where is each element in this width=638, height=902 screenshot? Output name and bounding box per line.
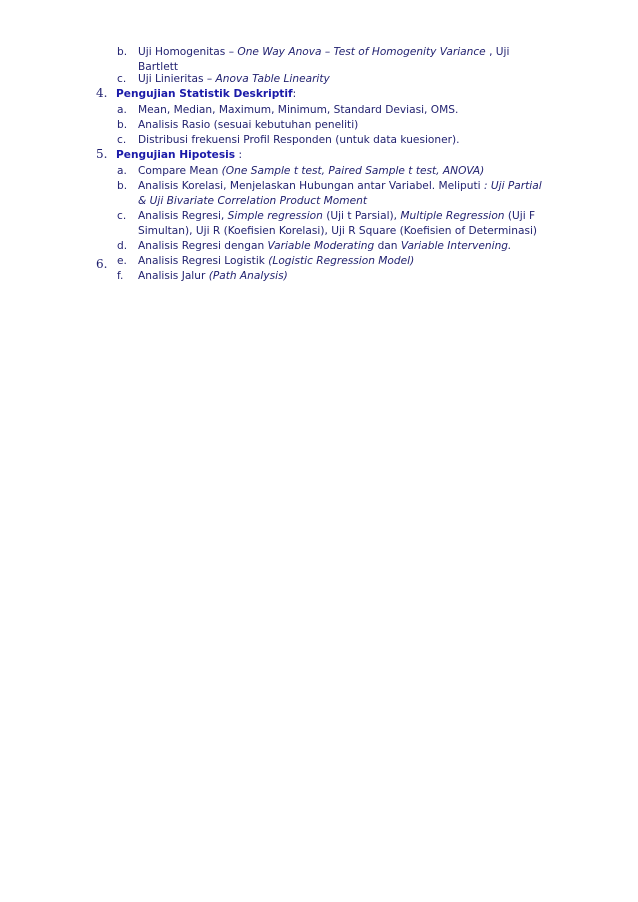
item-text: Analisis Korelasi, Menjelaskan Hubungan antar Variabel. Meliputi (138, 180, 484, 192)
item-text: Analisis Regresi dengan (138, 240, 268, 252)
item-text: Analisis Regresi, (138, 210, 228, 222)
item-letter: c. (117, 210, 127, 222)
item-letter: a. (117, 104, 127, 116)
item-text-post: , Uji (485, 46, 510, 58)
item-letter: b. (117, 119, 128, 131)
item-text: Analisis Regresi Logistik (138, 255, 269, 267)
item-letter: c. (117, 73, 127, 85)
item-letter: a. (117, 165, 127, 177)
item-text: Compare Mean (138, 165, 222, 177)
item-italic: Variable Moderating (267, 240, 375, 252)
section-colon: : (292, 88, 297, 100)
section-number-5: 5. (96, 147, 108, 161)
item-text: Analisis Jalur (138, 270, 209, 282)
section-title-text: Pengujian Hipotesis (116, 149, 236, 161)
item-letter: c. (117, 134, 127, 146)
item-italic-2: Variable Intervening. (400, 240, 512, 252)
item-italic: Anova Table Linearity (215, 73, 330, 85)
item-text-line2: Bartlett (138, 61, 179, 73)
item-letter: e. (117, 255, 127, 267)
section-number-6: 6. (96, 257, 108, 271)
item-letter: b. (117, 46, 128, 58)
item-letter: d. (117, 240, 128, 252)
section-colon: : (235, 149, 243, 161)
item-text-post: (Uji F (504, 210, 536, 222)
item-text-mid: dan (374, 240, 401, 252)
item-text-line2: Simultan), Uji R (Koefisien Korelasi), Uji R Square (Koefisien of Determinasi) (138, 225, 538, 237)
item-text-line2: & Uji Bivariate Correlation Product Moment (138, 195, 367, 207)
item-italic: Simple regression (227, 210, 323, 222)
section-title-text: Pengujian Statistik Deskriptif (116, 88, 293, 100)
item-italic: (Logistic Regression Model) (268, 255, 415, 267)
item-letter: f. (117, 270, 124, 282)
item-letter: b. (117, 180, 128, 192)
item-text: Uji Homogenitas – (138, 46, 238, 58)
item-italic: (One Sample t test, Paired Sample t test, ANOVA) (221, 165, 485, 177)
item-italic: (Path Analysis) (208, 270, 288, 282)
item-text: Distribusi frekuensi Profil Responden (untuk data kuesioner). (138, 134, 460, 146)
item-text: Analisis Rasio (sesuai kebutuhan peneliti) (138, 119, 359, 131)
item-text: Uji Linieritas – (138, 73, 216, 85)
item-italic: One Way Anova – Test of Homogenity Variance (237, 46, 486, 58)
item-italic-2: Multiple Regression (400, 210, 505, 222)
item-text: Mean, Median, Maximum, Minimum, Standard Deviasi, OMS. (138, 104, 459, 116)
item-text-mid: (Uji t Parsial), (322, 210, 401, 222)
item-italic: : Uji Partial (483, 180, 542, 192)
section-number-4: 4. (96, 86, 108, 100)
